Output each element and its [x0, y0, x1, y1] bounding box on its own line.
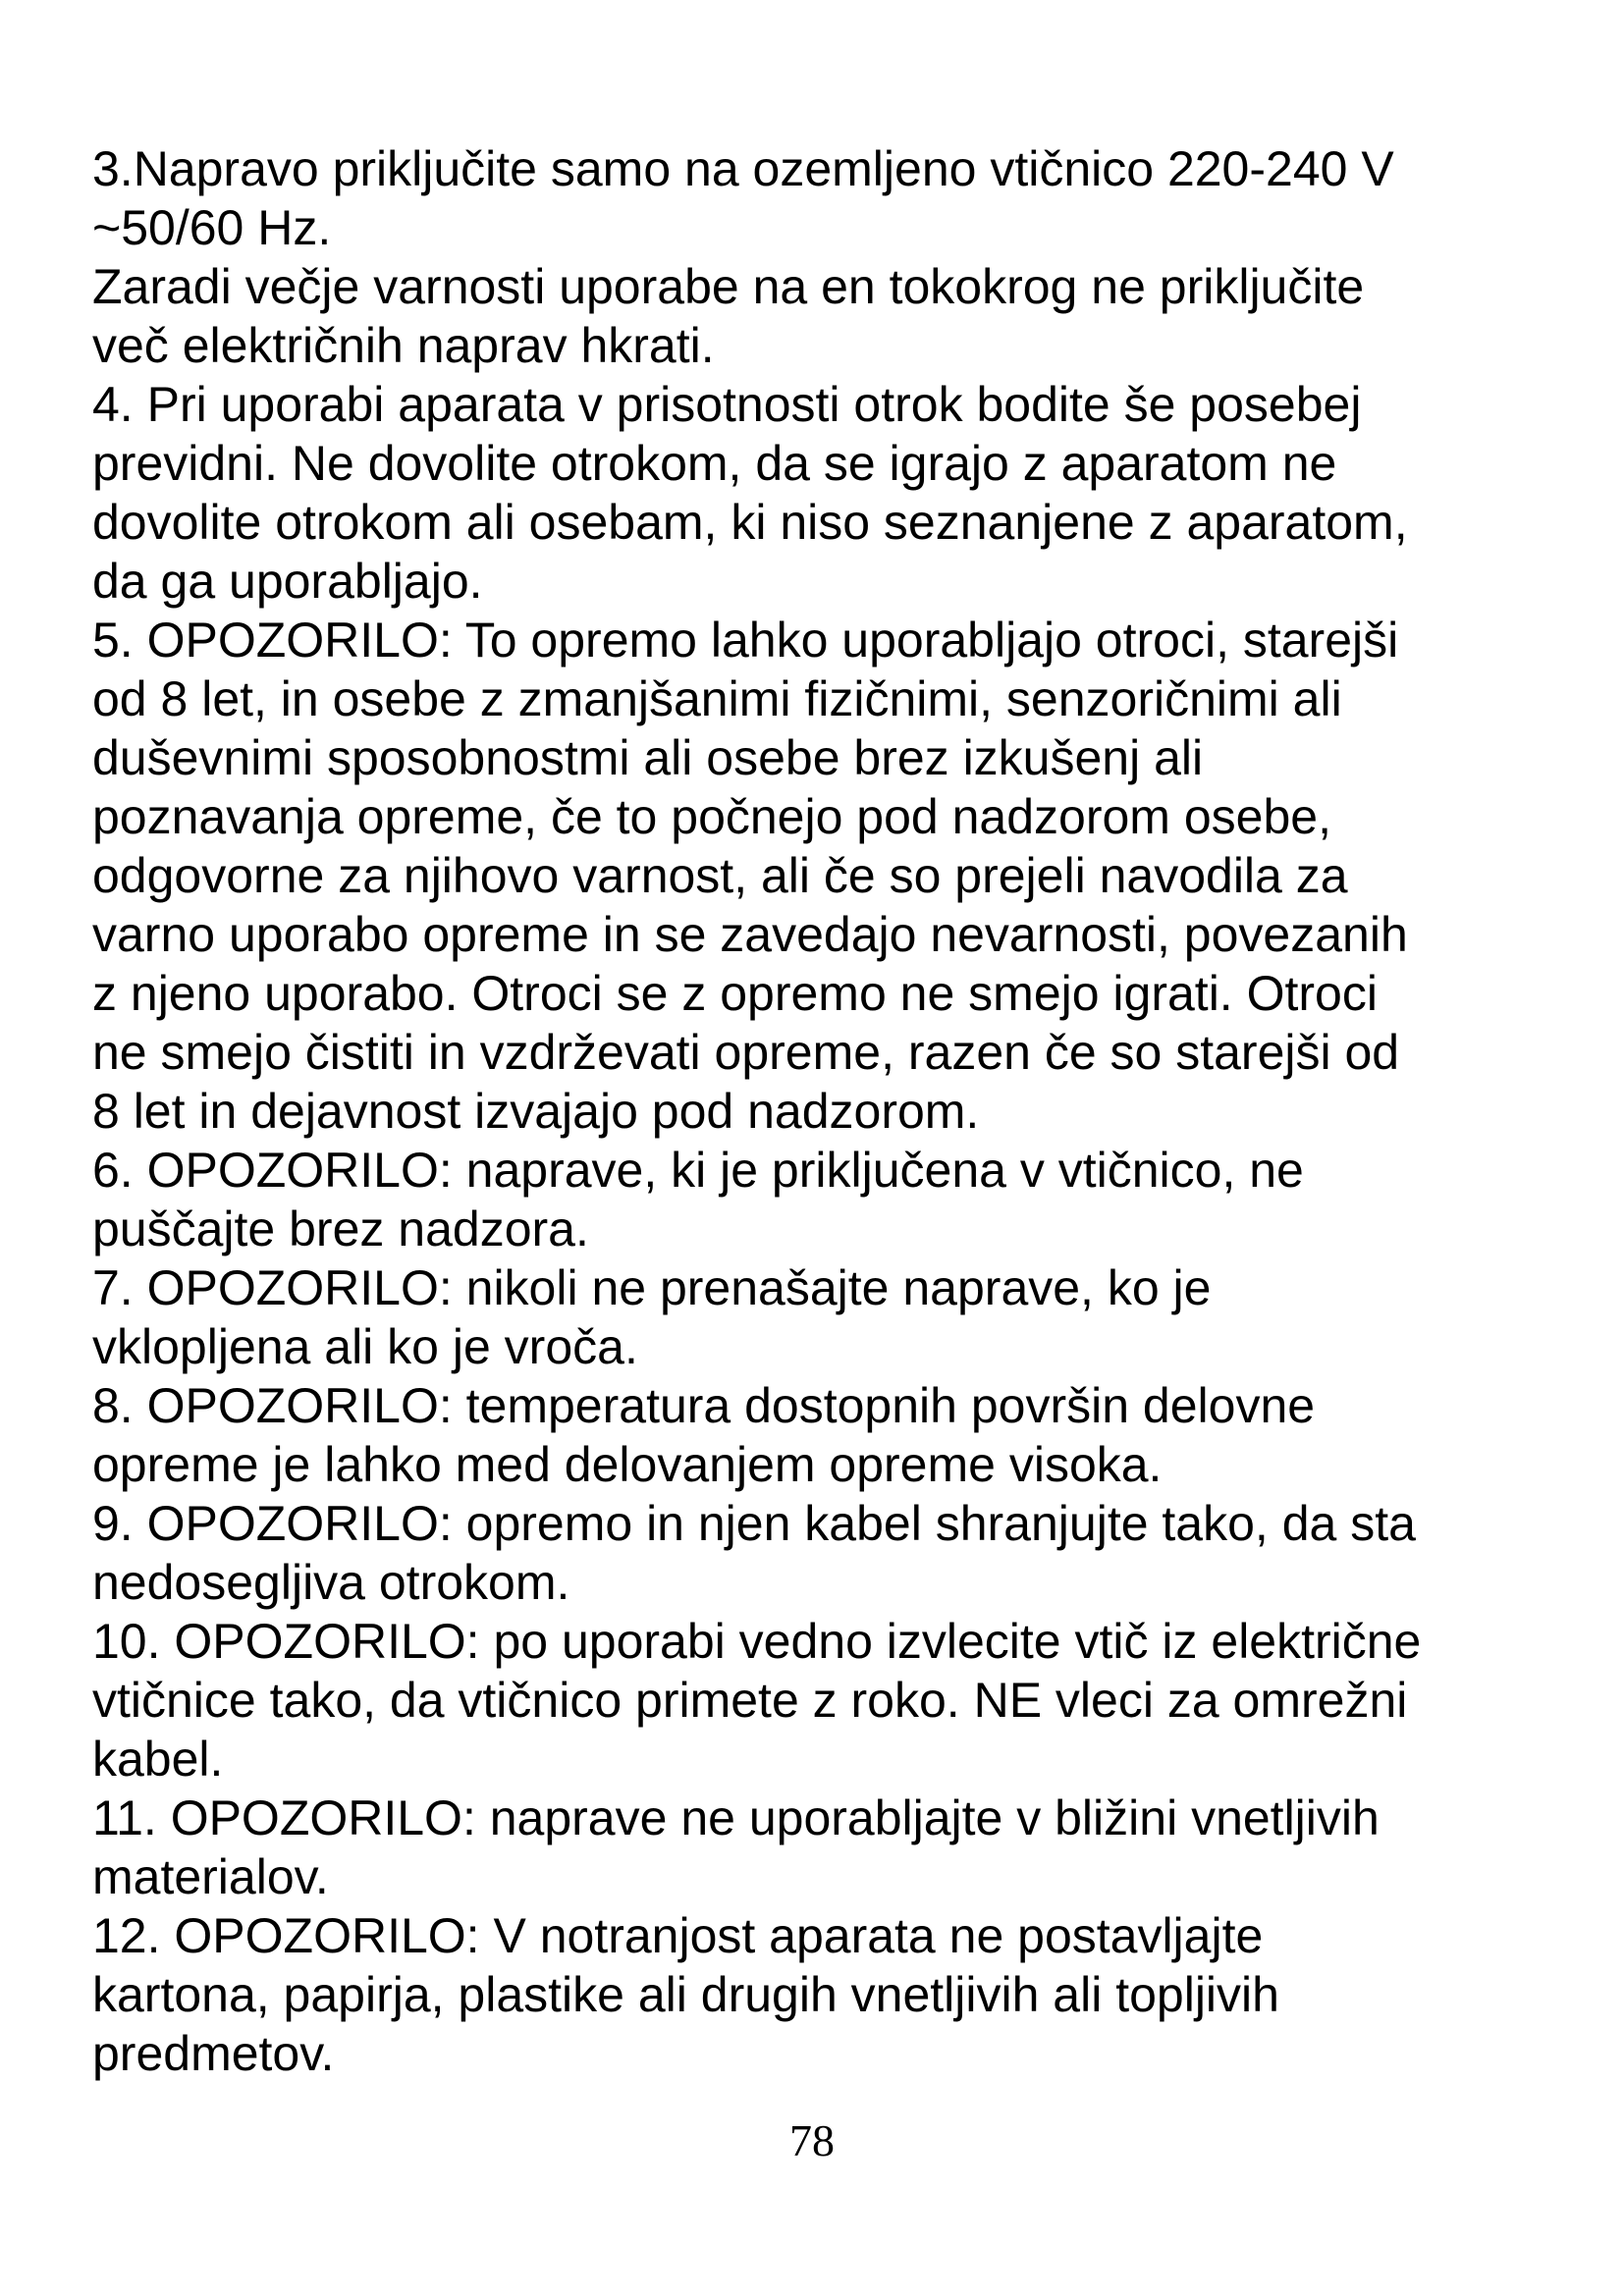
- text-line: varno uporabo opreme in se zavedajo nevarnosti, povezanih: [92, 907, 1408, 962]
- text-line: 12. OPOZORILO: V notranjost aparata ne postavljajte: [92, 1908, 1264, 1963]
- text-line: predmetov.: [92, 2026, 335, 2081]
- text-line: 7. OPOZORILO: nikoli ne prenašajte naprave, ko je: [92, 1260, 1212, 1315]
- text-line: puščajte brez nadzora.: [92, 1201, 589, 1256]
- text-line: od 8 let, in osebe z zmanjšanimi fizičnimi, senzoričnimi ali: [92, 671, 1342, 726]
- text-line: z njeno uporabo. Otroci se z opremo ne smejo igrati. Otroci: [92, 966, 1378, 1021]
- text-line: 8. OPOZORILO: temperatura dostopnih površin delovne: [92, 1378, 1316, 1433]
- text-line: 11. OPOZORILO: naprave ne uporabljajte v bližini vnetljivih: [92, 1790, 1380, 1845]
- text-line: 9. OPOZORILO: opremo in njen kabel shranjujte tako, da sta: [92, 1496, 1416, 1551]
- text-line: vklopljena ali ko je vroča.: [92, 1319, 638, 1374]
- text-line: 6. OPOZORILO: naprave, ki je priključena v vtičnico, ne: [92, 1143, 1304, 1198]
- text-line: 4. Pri uporabi aparata v prisotnosti otrok bodite še posebej: [92, 377, 1362, 432]
- text-line: ne smejo čistiti in vzdrževati opreme, razen če so starejši od: [92, 1025, 1400, 1080]
- text-line: kartona, papirja, plastike ali drugih vnetljivih ali topljivih: [92, 1967, 1279, 2022]
- safety-instructions-text: [92, 139, 1555, 2083]
- text-line: da ga uporabljajo.: [92, 554, 483, 609]
- text-line: 8 let in dejavnost izvajajo pod nadzorom.: [92, 1084, 980, 1139]
- text-line: previdni. Ne dovolite otrokom, da se igrajo z aparatom ne: [92, 436, 1337, 491]
- text-line: duševnimi sposobnostmi ali osebe brez izkušenj ali: [92, 730, 1204, 785]
- text-line: kabel.: [92, 1732, 224, 1787]
- text-line: materialov.: [92, 1849, 329, 1904]
- text-line: 10. OPOZORILO: po uporabi vedno izvlecite vtič iz električne: [92, 1614, 1422, 1669]
- text-line: Zaradi večje varnosti uporabe na en tokokrog ne priključite: [92, 259, 1365, 314]
- text-line: vtičnice tako, da vtičnico primete z roko. NE vleci za omrežni: [92, 1673, 1408, 1728]
- text-line: odgovorne za njihovo varnost, ali če so prejeli navodila za: [92, 848, 1348, 903]
- page-number: 78: [789, 2115, 835, 2165]
- text-line: nedosegljiva otrokom.: [92, 1555, 570, 1610]
- text-line: 3.Napravo priključite samo na ozemljeno vtičnico 220-240 V: [92, 141, 1394, 196]
- text-line: poznavanja opreme, če to počnejo pod nadzorom osebe,: [92, 789, 1331, 844]
- text-line: dovolite otrokom ali osebam, ki niso seznanjene z aparatom,: [92, 495, 1408, 550]
- text-line: več električnih naprav hkrati.: [92, 318, 715, 373]
- text-line: 5. OPOZORILO: To opremo lahko uporabljajo otroci, starejši: [92, 613, 1399, 667]
- text-line: opreme je lahko med delovanjem opreme visoka.: [92, 1437, 1163, 1492]
- text-line: ~50/60 Hz.: [92, 200, 332, 255]
